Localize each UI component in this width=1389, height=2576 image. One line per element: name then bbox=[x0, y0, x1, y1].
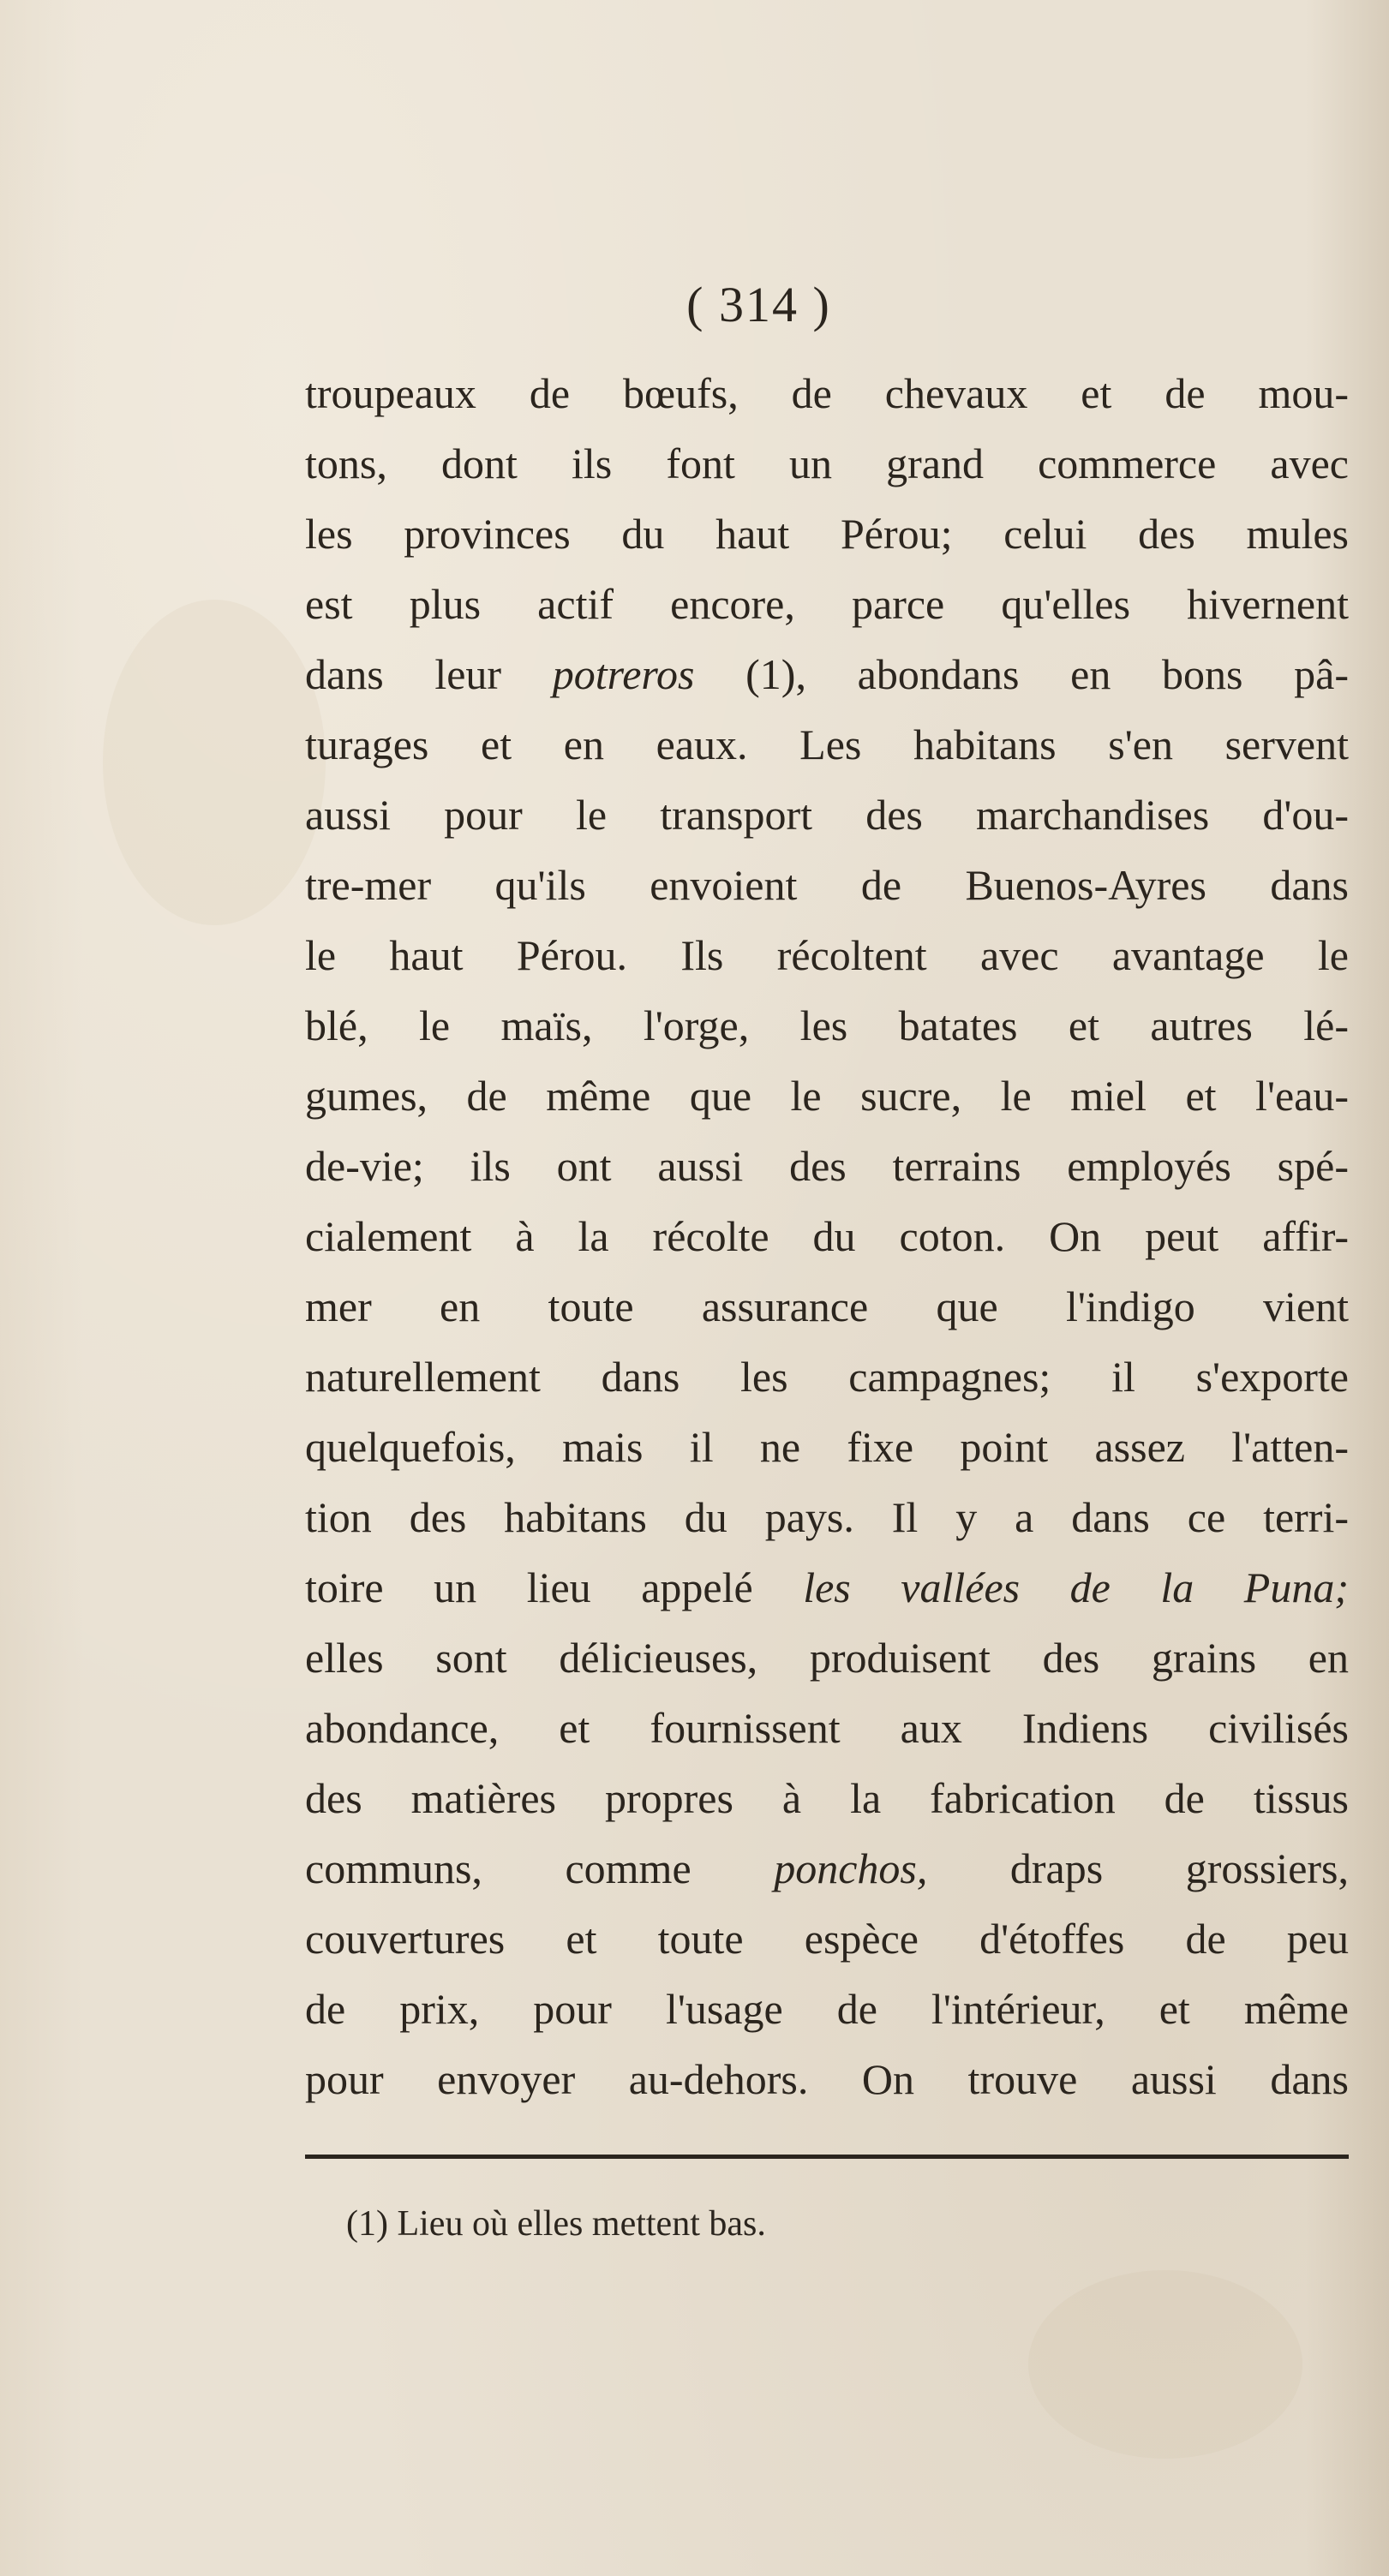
text-line bbox=[305, 1763, 1349, 1833]
text-line bbox=[305, 850, 1349, 920]
text-run: toire un lieu appelé bbox=[305, 1563, 804, 1611]
text-run: le haut Pérou. Ils récoltent avec avantage le bbox=[305, 931, 1349, 979]
italic-term: ponchos, bbox=[774, 1844, 928, 1892]
text-line bbox=[305, 1623, 1349, 1693]
text-line bbox=[305, 499, 1349, 569]
text-run: tion des habitans du pays. Il y a dans ce terri- bbox=[305, 1493, 1349, 1541]
text-run: de-vie; ils ont aussi des terrains employés spé- bbox=[305, 1142, 1349, 1190]
footnote-rule bbox=[305, 2155, 1349, 2159]
text-run: les provinces du haut Pérou; celui des mules bbox=[305, 510, 1349, 558]
text-run: dans leur bbox=[305, 650, 553, 698]
text-line bbox=[305, 569, 1349, 639]
text-run: couvertures et toute espèce d'étoffes de peu bbox=[305, 1915, 1349, 1963]
text-run: (1), abondans en bons pâ- bbox=[694, 650, 1349, 698]
text-run: abondance, et fournissent aux Indiens civilisés bbox=[305, 1704, 1349, 1752]
text-run: pour envoyer au-dehors. On trouve aussi dans bbox=[305, 2055, 1349, 2103]
text-line bbox=[305, 1271, 1349, 1342]
text-line bbox=[305, 1904, 1349, 1974]
italic-term: les vallées de la Puna; bbox=[803, 1563, 1349, 1611]
text-line bbox=[305, 1201, 1349, 1271]
text-line bbox=[305, 1974, 1349, 2044]
text-run: quelquefois, mais il ne fixe point assez l'atten- bbox=[305, 1423, 1349, 1471]
text-run: elles sont délicieuses, produisent des grains en bbox=[305, 1634, 1349, 1682]
text-run: communs, comme bbox=[305, 1844, 775, 1892]
text-line bbox=[305, 1482, 1349, 1552]
italic-term: potreros bbox=[552, 650, 695, 698]
text-run: blé, le maïs, l'orge, les batates et autres lé- bbox=[305, 1001, 1349, 1049]
text-run: gumes, de même que le sucre, le miel et l'eau- bbox=[305, 1072, 1349, 1120]
text-line bbox=[305, 780, 1349, 850]
text-line bbox=[305, 2044, 1349, 2114]
body-text bbox=[305, 358, 1349, 2114]
text-line bbox=[305, 358, 1349, 428]
text-line bbox=[305, 709, 1349, 780]
page-number: ( 314 ) bbox=[686, 277, 831, 332]
text-line bbox=[305, 1833, 1349, 1904]
text-run: cialement à la récolte du coton. On peut affir- bbox=[305, 1212, 1349, 1260]
text-run: turages et en eaux. Les habitans s'en servent bbox=[305, 720, 1349, 768]
footnote: (1) Lieu où elles mettent bas. bbox=[346, 2204, 766, 2244]
text-run: draps grossiers, bbox=[927, 1844, 1349, 1892]
text-line bbox=[305, 639, 1349, 709]
text-run: de prix, pour l'usage de l'intérieur, et même bbox=[305, 1985, 1349, 2033]
text-run: mer en toute assurance que l'indigo vient bbox=[305, 1282, 1349, 1330]
text-line bbox=[305, 1552, 1349, 1623]
text-run: naturellement dans les campagnes; il s'exporte bbox=[305, 1353, 1349, 1401]
paper-stain bbox=[1028, 2270, 1302, 2459]
text-line bbox=[305, 1693, 1349, 1763]
text-run: tons, dont ils font un grand commerce avec bbox=[305, 439, 1349, 487]
text-line bbox=[305, 990, 1349, 1061]
text-run: aussi pour le transport des marchandises d'ou- bbox=[305, 791, 1349, 839]
text-line bbox=[305, 1412, 1349, 1482]
text-line bbox=[305, 920, 1349, 990]
text-run: tre-mer qu'ils envoient de Buenos-Ayres dans bbox=[305, 861, 1349, 909]
paper-stain bbox=[103, 600, 326, 925]
text-line bbox=[305, 428, 1349, 499]
text-line bbox=[305, 1131, 1349, 1201]
text-run: des matières propres à la fabrication de tissus bbox=[305, 1774, 1349, 1822]
text-line bbox=[305, 1342, 1349, 1412]
text-run: est plus actif encore, parce qu'elles hivernent bbox=[305, 580, 1349, 628]
text-line bbox=[305, 1061, 1349, 1131]
text-run: troupeaux de bœufs, de chevaux et de mou- bbox=[305, 369, 1349, 417]
